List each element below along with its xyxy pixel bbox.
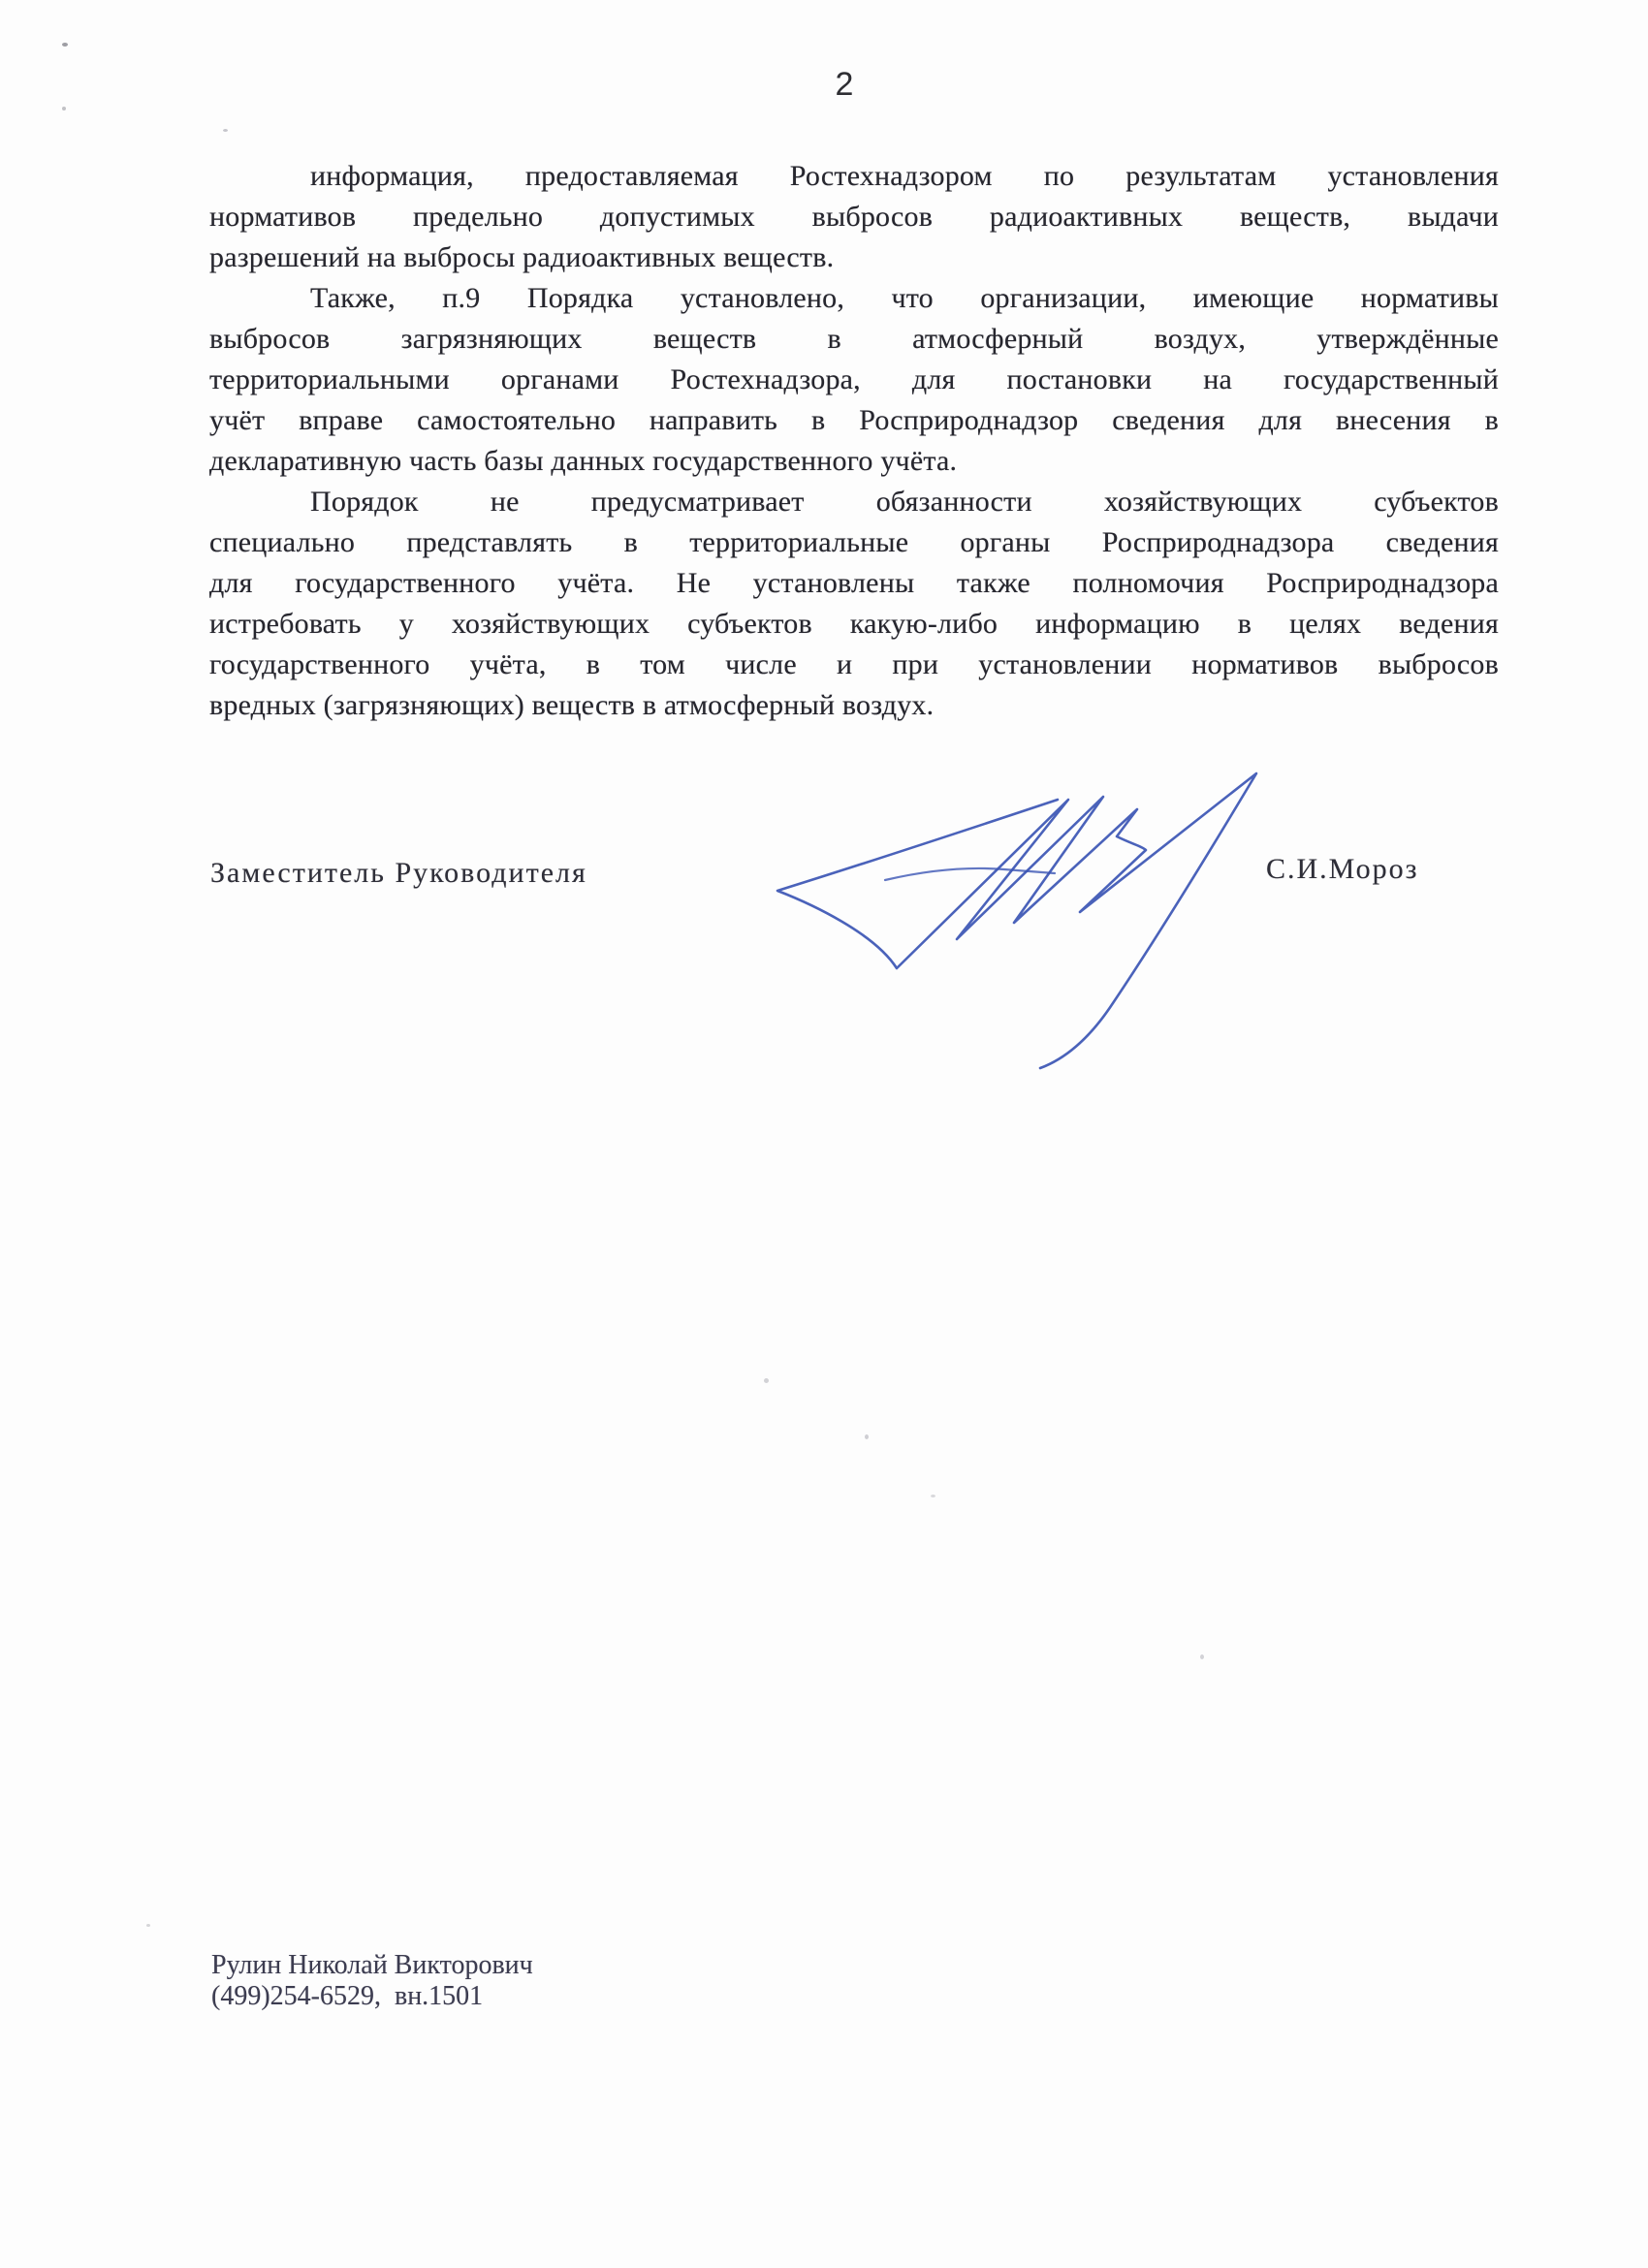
scan-speck bbox=[931, 1495, 935, 1497]
signature-stroke bbox=[777, 773, 1256, 1068]
paragraph bbox=[209, 156, 1499, 278]
scan-speck bbox=[62, 43, 68, 47]
body-line: выбросов загрязняющих веществ в атмосферный воздух, утверждённые bbox=[209, 323, 1499, 355]
body-line: истребовать у хозяйствующих субъектов какую-либо информацию в целях ведения bbox=[209, 608, 1499, 640]
contact-name: Рулин Николай Викторович bbox=[211, 1950, 533, 1980]
body-line: разрешений на выбросы радиоактивных веществ. bbox=[209, 241, 835, 273]
body-line: для государственного учёта. Не установлены также полномочия Росприроднадзора bbox=[209, 567, 1499, 599]
paragraph bbox=[209, 482, 1499, 726]
signer-name: С.И.Мороз bbox=[1266, 853, 1419, 885]
contact-phone: (499)254-6529, вн.1501 bbox=[211, 1981, 484, 2011]
signature-ink bbox=[727, 756, 1309, 1076]
body-line: учёт вправе самостоятельно направить в Росприроднадзор сведения для внесения в bbox=[209, 404, 1499, 436]
body-line: государственного учёта, в том числе и при установлении нормативов выбросов bbox=[209, 648, 1499, 680]
body-line: территориальными органами Ростехнадзора, для постановки на государственный bbox=[209, 363, 1499, 395]
body-line: специально представлять в территориальные органы Росприроднадзора сведения bbox=[209, 526, 1499, 558]
body-line: Также, п.9 Порядка установлено, что организации, имеющие нормативы bbox=[310, 282, 1499, 314]
scan-speck bbox=[764, 1378, 769, 1383]
scan-speck bbox=[62, 107, 66, 110]
paragraph bbox=[209, 278, 1499, 482]
scan-speck bbox=[223, 129, 228, 132]
body-line: нормативов предельно допустимых выбросов радиоактивных веществ, выдачи bbox=[209, 201, 1499, 233]
footer-contact bbox=[211, 1950, 533, 2012]
scan-speck bbox=[146, 1924, 150, 1927]
scan-speck bbox=[1200, 1654, 1204, 1659]
page-number: 2 bbox=[835, 66, 854, 103]
body-line: Порядок не предусматривает обязанности хозяйствующих субъектов bbox=[310, 486, 1499, 518]
signer-position-title: Заместитель Руководителя bbox=[210, 857, 587, 889]
body-line: информация, предоставляемая Ростехнадзором по результатам установления bbox=[310, 160, 1499, 192]
scan-speck bbox=[865, 1434, 869, 1439]
body-line: вредных (загрязняющих) веществ в атмосферный воздух. bbox=[209, 689, 935, 721]
letter-body bbox=[209, 156, 1499, 726]
body-line: декларативную часть базы данных государственного учёта. bbox=[209, 445, 958, 477]
